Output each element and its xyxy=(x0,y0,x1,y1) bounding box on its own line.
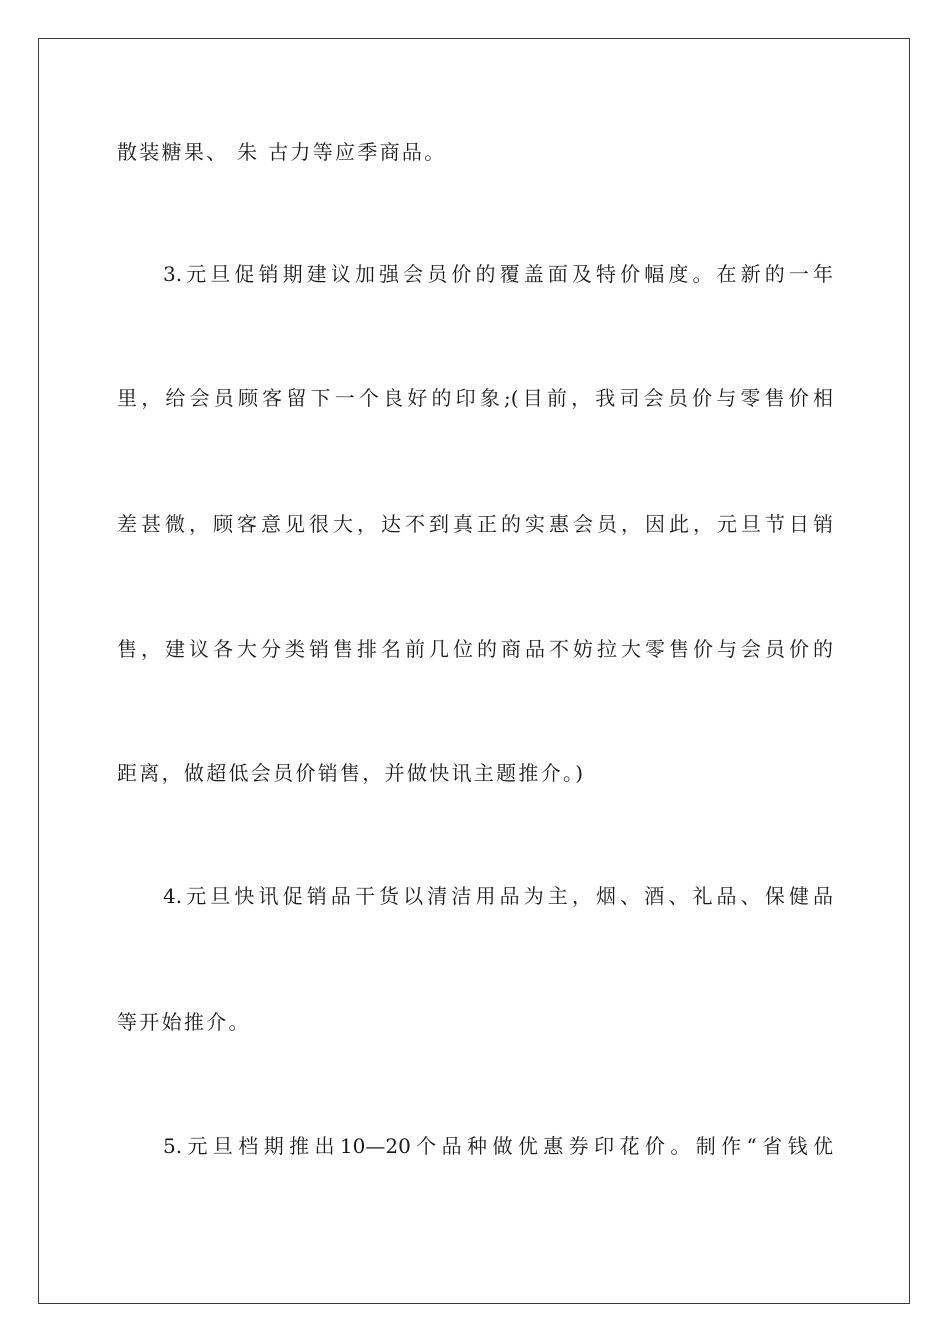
paragraph-3-line-4: 售，建议各大分类销售排名前几位的商品不妨拉大零售价与会员价的 xyxy=(117,637,833,661)
paragraph-4-line-1: 4.元旦快讯促销品干货以清洁用品为主，烟、酒、礼品、保健品 xyxy=(163,884,833,908)
paragraph-5-line-1: 5.元旦档期推出10—20个品种做优惠券印花价。制作“省钱优 xyxy=(163,1134,833,1158)
paragraph-3-line-1: 3.元旦促销期建议加强会员价的覆盖面及特价幅度。在新的一年 xyxy=(163,262,833,286)
text-line-1: 散装糖果、 朱 古力等应季商品。 xyxy=(117,140,447,164)
paragraph-3-line-3: 差甚微，顾客意见很大，达不到真正的实惠会员，因此，元旦节日销 xyxy=(117,512,833,536)
paragraph-3-line-2: 里，给会员顾客留下一个良好的印象;(目前，我司会员价与零售价相 xyxy=(117,386,833,410)
paragraph-4-line-2: 等开始推介。 xyxy=(117,1010,251,1034)
page-border xyxy=(38,38,910,1304)
paragraph-3-line-5: 距离，做超低会员价销售，并做快讯主题推介。) xyxy=(117,761,586,785)
